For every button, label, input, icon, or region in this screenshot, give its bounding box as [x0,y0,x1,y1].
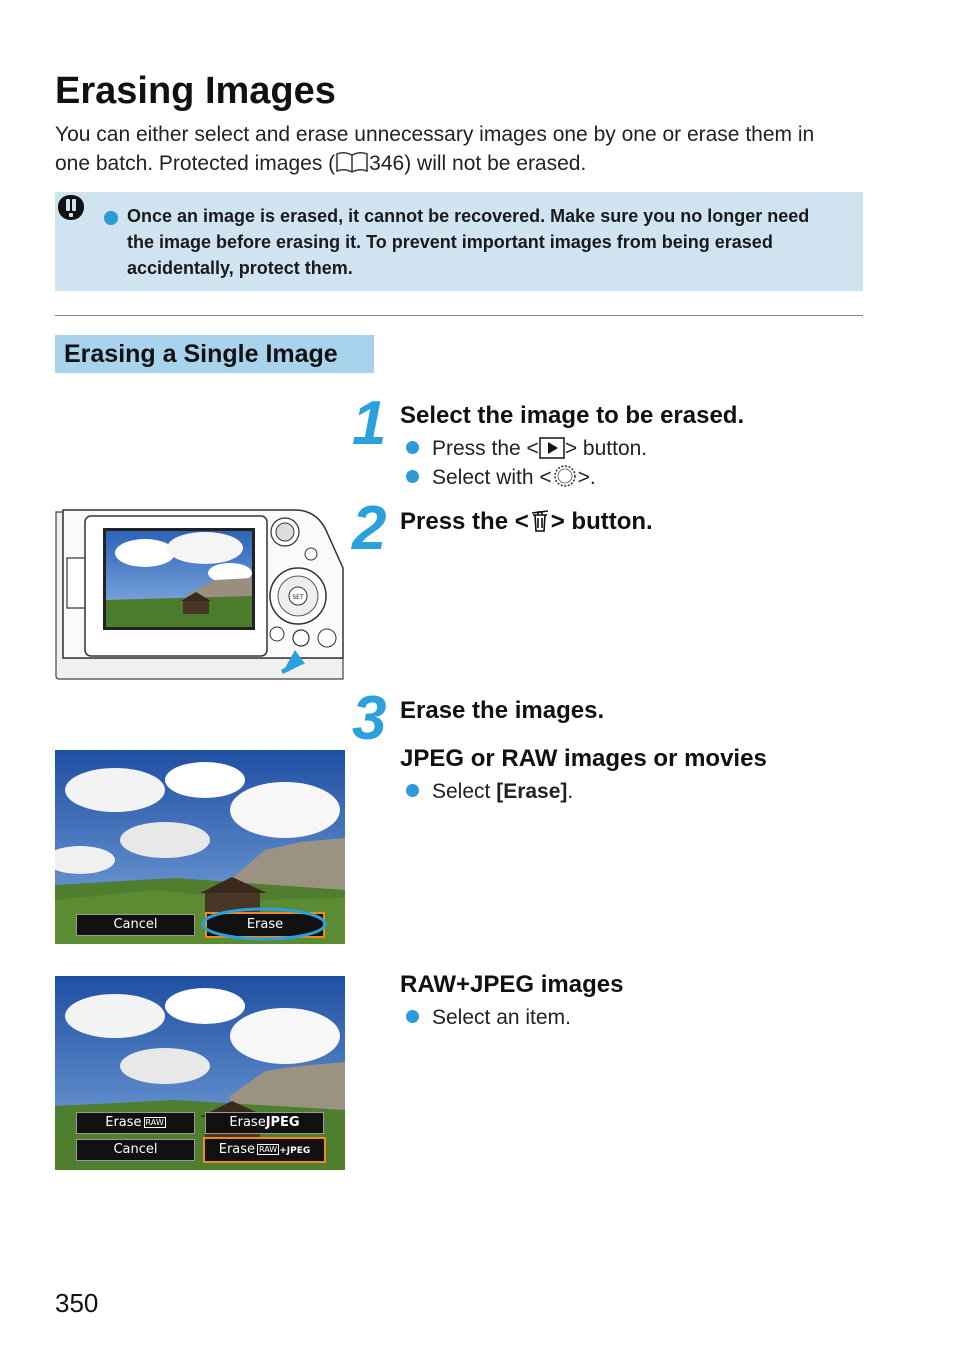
jpeg-badge: +JPEG [279,1146,311,1156]
raw-jpeg-heading: RAW+JPEG images [400,971,624,998]
step-1-bullet-2-text-a: Select with < [432,466,552,489]
bullet-dot [104,211,118,225]
intro-page-ref[interactable]: 346 [369,152,405,175]
bullet-dot [406,1010,419,1023]
step-1-number: 1 [352,389,387,458]
bullet-dot [406,441,419,454]
jpeg-raw-bullet-text-a: Select [432,780,497,803]
step-2-number: 2 [352,494,387,563]
step-1-bullet-2-text-b: >. [577,466,596,489]
step-2-title-a: Press the < [400,508,529,535]
jpeg-raw-bullet-text-c: . [567,780,574,803]
step-1-bullet-2 [406,463,596,492]
quick-control-dial-icon [552,464,578,488]
step-1-bullet-1 [406,434,647,463]
step-1-bullet-1-text-b: > button. [564,437,648,460]
erase-raw-jpeg-label: Erase [218,1142,256,1157]
jpeg-raw-heading: JPEG or RAW images or movies [400,745,767,772]
erase-raw-jpeg-button[interactable] [203,1137,326,1163]
jpeg-raw-bullet [406,777,573,806]
raw-jpeg-bullet-text: Select an item. [432,1006,571,1029]
book-icon [335,151,369,173]
step-2-title-b: > button. [550,508,653,535]
step-2-title [400,507,653,536]
trash-icon [529,507,551,533]
step-3-title: Erase the images. [400,697,605,724]
step-1-title: Select the image to be erased. [400,402,745,429]
erase-raw-label: Erase [105,1115,142,1130]
caution-box [55,192,863,291]
step-3-number: 3 [352,684,387,753]
caution-icon [57,194,85,224]
page-number: 350 [55,1288,99,1318]
cancel-button[interactable]: Cancel [76,1139,195,1161]
erase-jpeg-button[interactable] [205,1112,324,1134]
camera-back-illustration [55,508,345,680]
intro-paragraph [55,120,855,178]
step-1-bullet-1-text-a: Press the < [432,437,539,460]
cancel-button[interactable]: Cancel [76,914,195,936]
erase-raw-button[interactable] [76,1112,195,1134]
erase-jpeg-label-b: JPEG [265,1115,300,1130]
raw-jpeg-bullet [406,1003,571,1032]
set-button-label: SET [292,594,304,601]
jpeg-raw-bullet-text-b: [Erase] [496,780,568,803]
raw-jpeg-dialog-screenshot [55,976,345,1170]
intro-text-1: You can either select and erase unnecessary images one by one or erase them in one batch. Protected images ( [55,123,815,175]
playback-button-icon [539,437,565,459]
section-divider [55,315,863,316]
erase-dialog-screenshot [55,750,345,944]
erase-jpeg-label-a: Erase [229,1115,266,1130]
intro-text-2: ) will not be erased. [404,152,587,175]
caution-text: Once an image is erased, it cannot be recovered. Make sure you no longer need the image before erasing it. To prevent important images from being erased accidentally, protect them. [127,206,810,278]
bullet-dot [406,470,419,483]
raw-badge: RAW [259,1145,278,1154]
section-heading: Erasing a Single Image [55,335,374,373]
page-title: Erasing Images [55,70,336,112]
selection-highlight-ring [200,906,328,942]
erase-button[interactable]: Erase [205,912,325,938]
raw-badge: RAW [145,1118,164,1127]
bullet-dot [406,784,419,797]
